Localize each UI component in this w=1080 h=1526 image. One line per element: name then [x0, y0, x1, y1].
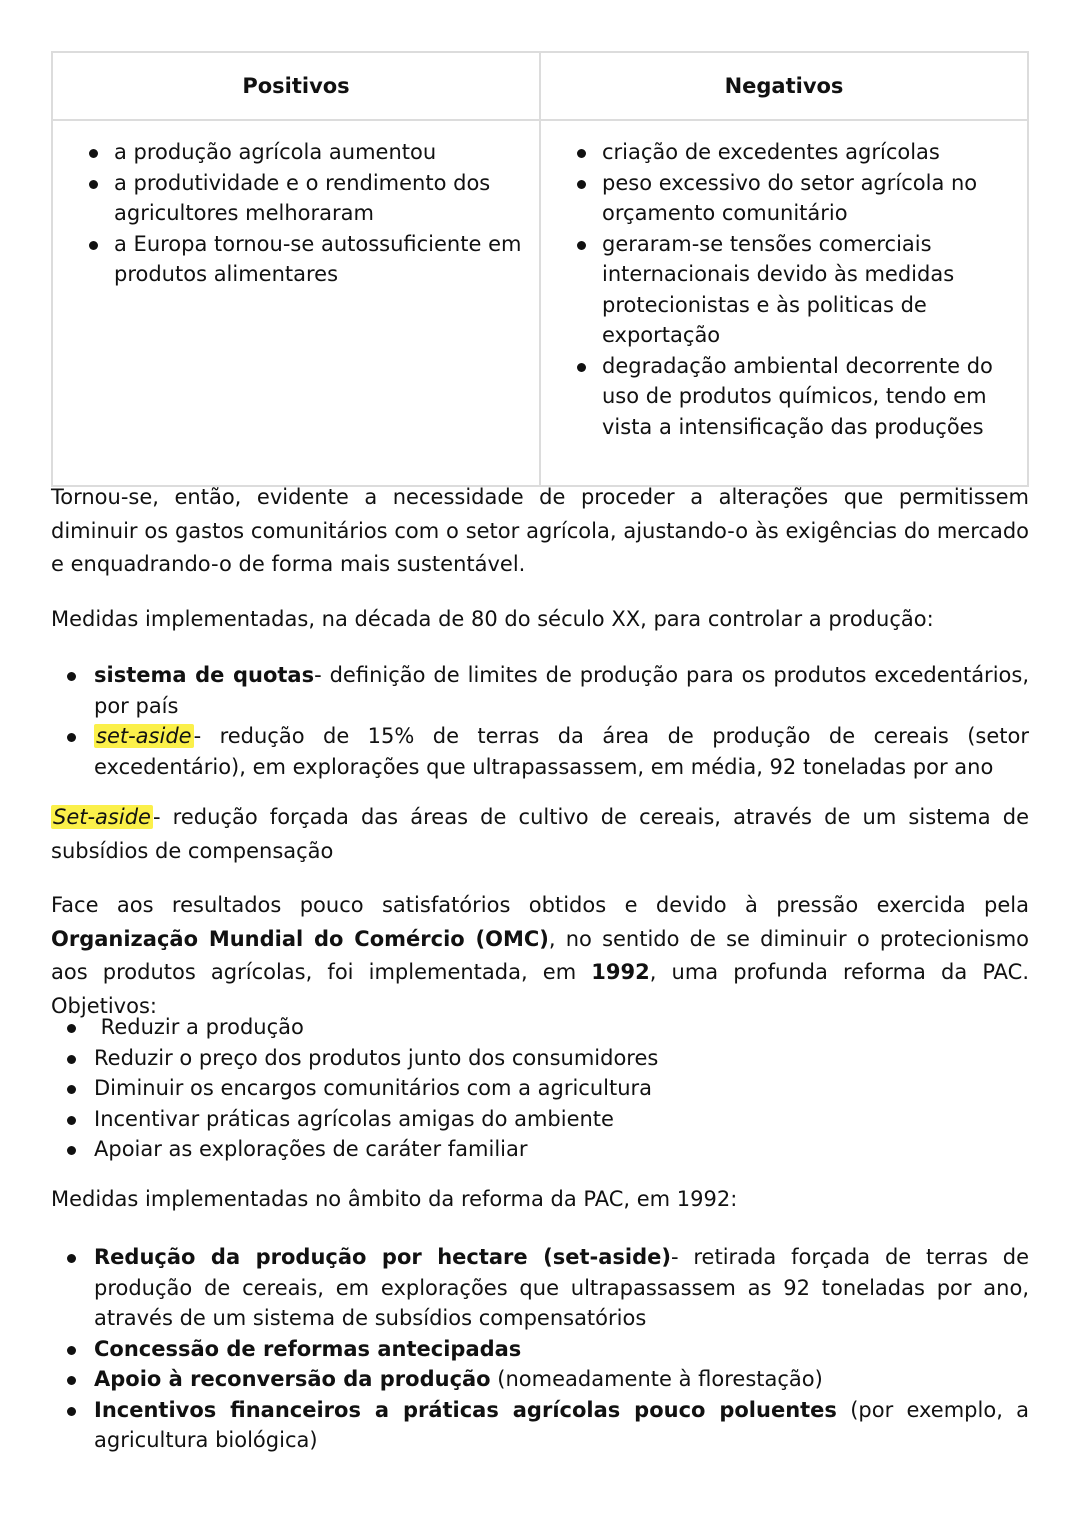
list-item: Reduzir a produção	[51, 1012, 1029, 1043]
list-item: Incentivar práticas agrícolas amigas do ambiente	[51, 1104, 1029, 1135]
definition-set-aside: Set-aside- redução forçada das áreas de cultivo de cereais, através de um sistema de subsídios de compensação	[51, 805, 1029, 863]
pros-cons-table	[51, 51, 1029, 487]
paragraph-measures-1992: Medidas implementadas no âmbito da reforma da PAC, em 1992:	[51, 1187, 738, 1211]
paragraph-measures-80s: Medidas implementadas, na década de 80 do século XX, para controlar a produção:	[51, 607, 934, 631]
paragraph-intro: Tornou-se, então, evidente a necessidade de proceder a alterações que permitissem diminuir os gastos comunitários com o setor agrícola, ajustando-o às exigências do mercado e enquadrando-o de forma mais sustentável.	[51, 485, 1029, 576]
highlighted-term: Set-aside	[53, 805, 151, 829]
list-item: a produção agrícola aumentou	[63, 137, 529, 168]
highlighted-term: set-aside	[96, 724, 192, 748]
negativos-cell	[540, 120, 1028, 486]
header-negativos: Negativos	[540, 52, 1028, 120]
document-page	[51, 51, 1029, 487]
list-item: Reduzir o preço dos produtos junto dos consumidores	[51, 1043, 1029, 1074]
positivos-cell	[52, 120, 540, 486]
list-item: geraram-se tensões comerciais internacionais devido às medidas protecionistas e às politicas de exportação	[551, 229, 1017, 351]
measures-1992-list	[51, 1242, 1029, 1456]
negativos-list	[551, 137, 1017, 442]
list-item: degradação ambiental decorrente do uso de produtos químicos, tendo em vista a intensificação das produções	[551, 351, 1017, 443]
list-item: a Europa tornou-se autossuficiente em produtos alimentares	[63, 229, 529, 290]
measures-80s-list	[51, 660, 1029, 782]
list-item: peso excessivo do setor agrícola no orçamento comunitário	[551, 168, 1017, 229]
list-item: Concessão de reformas antecipadas	[51, 1334, 1029, 1365]
list-item: Redução da produção por hectare (set-aside)- retirada forçada de terras de produção de cereais, em explorações que ultrapassassem as 92 toneladas por ano, através de um sistema de subsídios compensatórios	[51, 1242, 1029, 1334]
list-item: sistema de quotas- definição de limites de produção para os produtos excedentários, por país	[51, 660, 1029, 721]
list-item: criação de excedentes agrícolas	[551, 137, 1017, 168]
objectives-list	[51, 1012, 1029, 1165]
paragraph-reform-1992: Face aos resultados pouco satisfatórios obtidos e devido à pressão exercida pela Organização Mundial do Comércio (OMC), no sentido de se diminuir o protecionismo aos produtos agrícolas, foi implementada, em 1992, uma profunda reforma da PAC. Objetivos:	[51, 893, 1029, 1018]
list-item: set-aside- redução de 15% de terras da área de produção de cereais (setor excedentário), em explorações que ultrapassassem, em média, 92 toneladas por ano	[51, 721, 1029, 782]
list-item: Incentivos financeiros a práticas agrícolas pouco poluentes (por exemplo, a agricultura biológica)	[51, 1395, 1029, 1456]
list-item: Apoiar as explorações de caráter familiar	[51, 1134, 1029, 1165]
list-item: Diminuir os encargos comunitários com a agricultura	[51, 1073, 1029, 1104]
positivos-list	[63, 137, 529, 290]
list-item: a produtividade e o rendimento dos agricultores melhoraram	[63, 168, 529, 229]
header-positivos: Positivos	[52, 52, 540, 120]
term-bold: sistema de quotas	[94, 663, 315, 687]
list-item: Apoio à reconversão da produção (nomeadamente à florestação)	[51, 1364, 1029, 1395]
